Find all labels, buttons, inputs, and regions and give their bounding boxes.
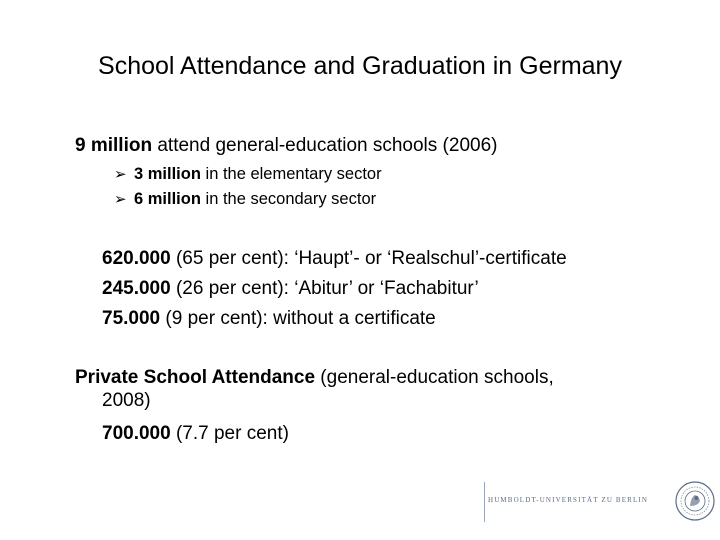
certificate-value-1: 620.000	[102, 248, 171, 269]
enrollment-text: attend general-education schools (2006)	[152, 135, 498, 156]
private-school-year: 2008)	[102, 390, 151, 411]
private-school-heading: Private School Attendance	[75, 367, 316, 388]
certificate-line-3	[102, 308, 436, 330]
bullet-secondary	[114, 190, 376, 209]
certificate-value-3: 75.000	[102, 308, 161, 329]
bullet-elementary-value: 3 million	[134, 165, 201, 183]
certificate-text-2: (26 per cent): ‘Abitur’ or ‘Fachabitur’	[170, 278, 479, 299]
certificate-value-2: 245.000	[102, 278, 171, 299]
private-school-value-line	[102, 423, 289, 445]
private-school-value: 700.000	[102, 423, 171, 444]
private-school-percent: (7.7 per cent)	[170, 423, 289, 444]
certificate-text-3: (9 per cent): without a certificate	[160, 308, 436, 329]
arrow-bullet-icon: ➢	[114, 165, 127, 183]
university-name: HUMBOLDT-UNIVERSITÄT ZU BERLIN	[488, 496, 649, 504]
logo-divider	[484, 482, 485, 522]
bullet-elementary-text: in the elementary sector	[200, 165, 382, 183]
university-logo	[474, 470, 720, 530]
certificate-line-1	[102, 248, 567, 270]
enrollment-value: 9 million	[75, 135, 153, 156]
bullet-secondary-value: 6 million	[134, 190, 201, 208]
enrollment-line	[75, 135, 497, 157]
certificate-text-1: (65 per cent): ‘Haupt’- or ‘Realschul’-certificate	[170, 248, 567, 269]
private-school-text: (general-education schools,	[315, 367, 554, 388]
university-seal-icon	[674, 480, 716, 522]
bullet-elementary	[114, 165, 382, 184]
private-school-line	[75, 367, 554, 389]
arrow-bullet-icon: ➢	[114, 190, 127, 208]
slide-title: School Attendance and Graduation in Germany	[98, 52, 622, 80]
certificate-line-2	[102, 278, 479, 300]
bullet-secondary-text: in the secondary sector	[200, 190, 377, 208]
